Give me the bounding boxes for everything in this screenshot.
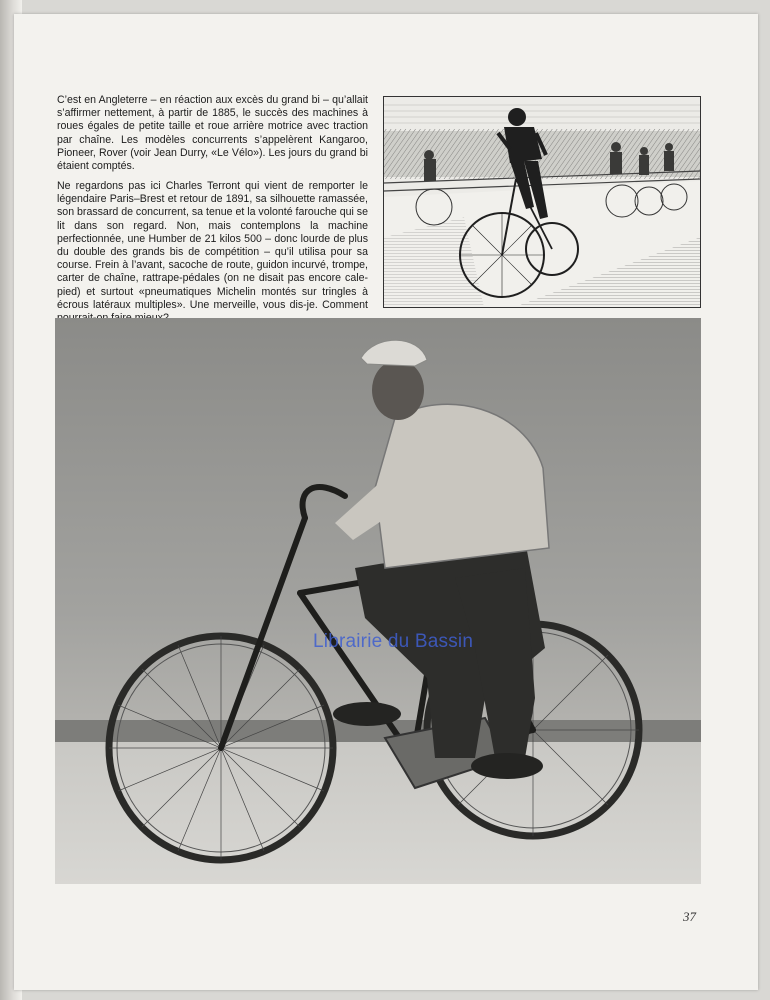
engraving-illustration [383, 96, 701, 308]
terront-paragraph: Ne regardons pas ici Charles Terront qui vient de remporter le légendaire Paris–Brest et retour de 1891, sa silhouette ramassée, son brassard de concurrent, sa tenue et la volonté farouche qui se lit dans son regard. Non, mais contemplons la machine perfectionnée, une Humber de 21 kilos 500 – donc lourde de plus du double des grands bis de compétition – qu’il utilisa pour sa course. Frein à l’avant, sacoche de route, guidon incurvé, trompe, carter de chaîne, rattrape-pédales (on ne disait pas encore cale-pied) et surtout «pneumatiques Michelin montés sur tringles à écrous latéraux multiples». Une merveille, vous dis-je. Comment [57, 180, 368, 311]
terront-photograph [55, 318, 701, 884]
rider-with-bicycle-photo [55, 318, 701, 884]
page-number: 37 [683, 909, 696, 924]
intro-paragraph: C’est en Angleterre – en réaction aux excès du grand bi – qu’allait s’affirmer nettement, à partir de 1885, le succès des machines à roues égales de petite taille et roue arrière motrice avec traction par chaîne. Les modèles concurrents s’appelèrent Kangaroo, Pioneer, Rover (voir Jean Durry, «Le Vélo»). Les jours du grand bi étaient comptés. [57, 94, 368, 173]
watermark-text: Librairie du Bassin [313, 631, 474, 652]
high-wheel-racer-engraving [384, 97, 700, 307]
